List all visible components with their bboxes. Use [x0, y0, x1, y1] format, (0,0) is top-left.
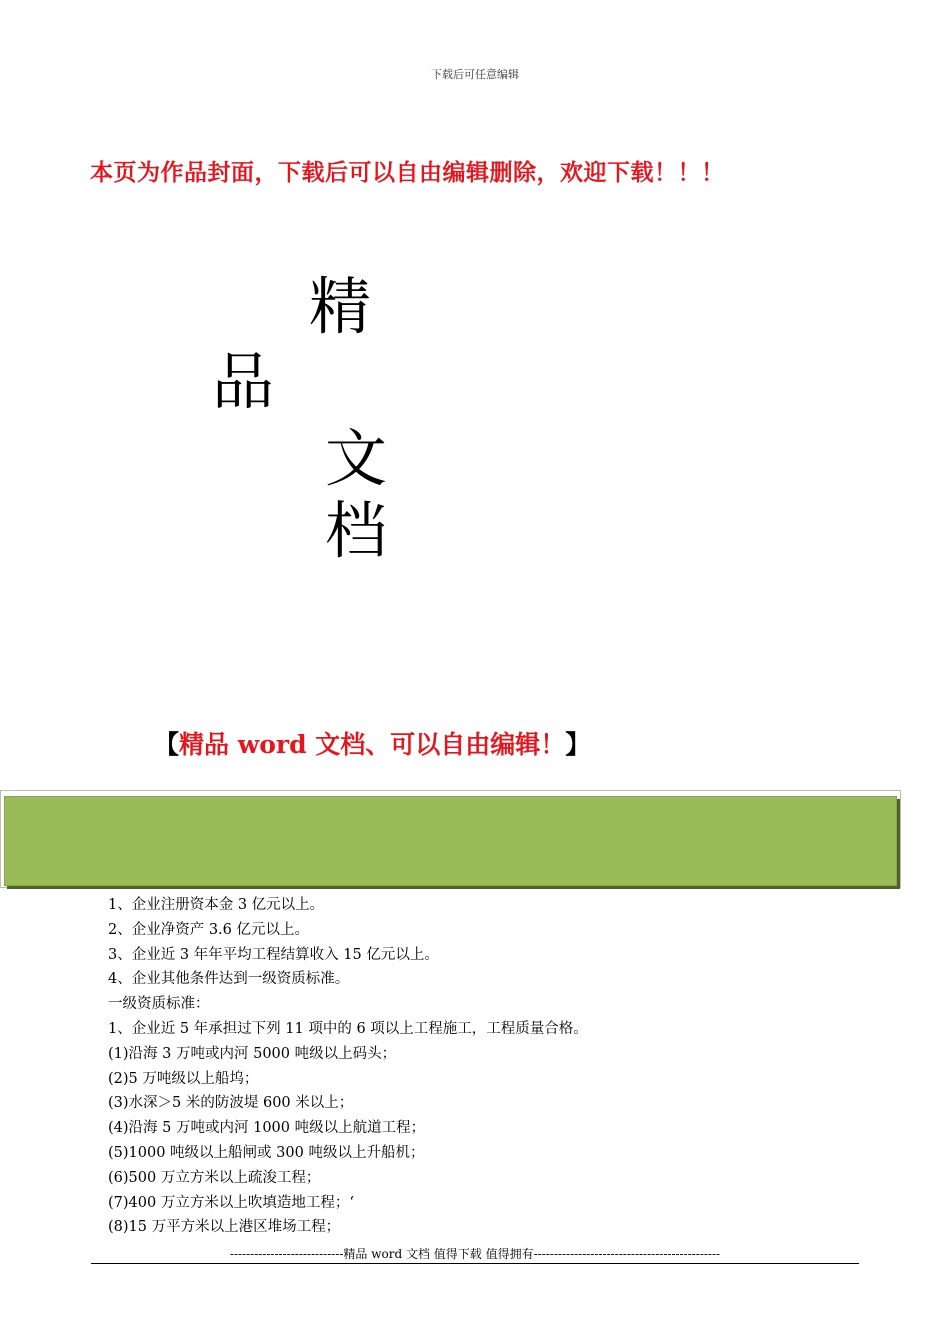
list-item: (4)沿海 5 万吨或内河 1000 吨级以上航道工程； [108, 1120, 426, 1137]
cover-title-char-4: 档 [325, 494, 388, 567]
cover-title-char-3: 文 [325, 422, 388, 495]
cover-title-char-1: 精 [309, 270, 372, 343]
body-line: 4、企业其他条件达到一级资质标准。 [108, 971, 350, 988]
page-header-note: 下载后可任意编辑 [431, 68, 519, 81]
body-line: 3、企业近 3 年年平均工程结算收入 15 亿元以上。 [108, 946, 439, 963]
banner-close-bracket: 】 [565, 730, 591, 759]
cover-title-char-2: 品 [212, 345, 275, 418]
list-item: (3)水深＞5 米的防波堤 600 米以上； [108, 1095, 354, 1112]
list-item: (2)5 万吨级以上船坞； [108, 1070, 259, 1087]
body-line: 2、企业净资产 3.6 亿元以上。 [108, 921, 310, 938]
cover-notice: 本页为作品封面，下载后可以自由编辑删除，欢迎下载！！！ [90, 159, 725, 186]
list-item: (7)400 万立方米以上吹填造地工程；‘ [108, 1194, 354, 1211]
banner-open-bracket: 【 [154, 730, 180, 759]
section-heading: 一级资质标准： [108, 996, 210, 1013]
list-item: (1)沿海 3 万吨或内河 5000 吨级以上码头； [108, 1045, 397, 1062]
body-line: 1、企业近 5 年承担过下列 11 项中的 6 项以上工程施工，工程质量合格。 [108, 1020, 588, 1037]
footer-divider [91, 1263, 859, 1264]
document-body [108, 893, 868, 1240]
banner-text: 精品 word 文档、可以自由编辑！ [179, 730, 566, 759]
body-line: 1、企业注册资本金 3 亿元以上。 [108, 897, 325, 913]
editable-banner [154, 725, 590, 761]
list-item: (8)15 万平方米以上港区堆场工程； [108, 1219, 341, 1236]
green-header-block [4, 796, 897, 886]
list-item: (6)500 万立方米以上疏浚工程； [108, 1169, 321, 1186]
page-footer-text: ----------------------------精品 word 文档 值得下载 值得拥有---------------------------------------------- [229, 1247, 721, 1261]
list-item: (5)1000 吨级以上船闸或 300 吨级以上升船机； [108, 1144, 425, 1161]
